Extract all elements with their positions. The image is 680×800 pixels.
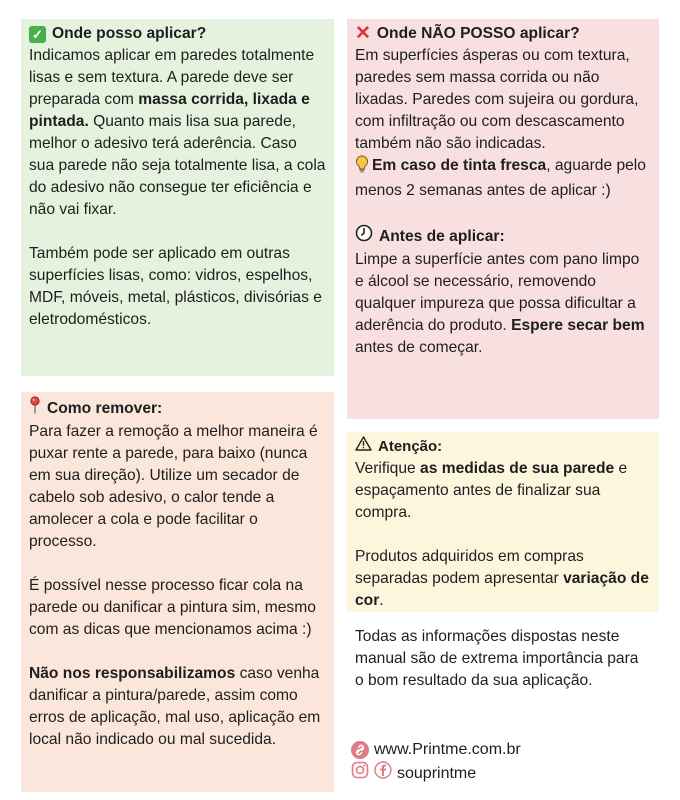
contact-block (351, 738, 651, 786)
remove-title-row (29, 396, 326, 421)
can-apply-title: Onde posso aplicar? (52, 25, 207, 42)
can-apply-text-a: Indicamos aplicar em paredes totalmente lisas e sem textura. A parede deve ser preparada com (29, 47, 315, 108)
cannot-apply-section (347, 19, 659, 419)
website-link[interactable]: www.Printme.com.br (374, 741, 521, 758)
before-apply-text-a: Limpe a superfície antes com pano limpo e álcool se necessário, removendo qualquer impureza que possa dificultar a aderência do produto. (355, 251, 640, 334)
attention-text-c: e espaçamento antes de finalizar sua compra. (355, 460, 628, 521)
warning-icon (355, 436, 372, 458)
disclaimer-paragraph (29, 663, 326, 751)
fresh-paint-paragraph (355, 155, 651, 202)
facebook-icon[interactable] (374, 761, 392, 786)
before-apply-title: Antes de aplicar: (379, 227, 505, 245)
color-variation-text-c: . (379, 592, 384, 609)
can-apply-emphasis: massa corrida, lixada e pintada. (29, 91, 310, 130)
before-apply-emphasis: Espere secar bem (511, 317, 645, 334)
attention-emphasis: as medidas de sua parede (420, 460, 615, 477)
cannot-apply-paragraph: Em superfícies ásperas ou com textura, paredes sem massa corrida ou não lixadas. Paredes com sujeira ou gordura, com infiltração ou com descascamento também não são indicadas. (355, 47, 639, 152)
cannot-apply-title: Onde NÃO POSSO aplicar? (376, 25, 580, 42)
pin-icon (29, 396, 41, 421)
attention-title: Atenção: (378, 438, 443, 455)
attention-section (347, 432, 659, 612)
cannot-apply-title-row (355, 23, 651, 45)
social-handle[interactable]: souprintme (397, 765, 477, 782)
website-row[interactable] (351, 738, 651, 761)
before-apply-paragraph (355, 249, 651, 359)
color-variation-emphasis: variação de cor (355, 570, 649, 609)
link-icon (351, 741, 369, 759)
check-icon: ✓ (29, 26, 46, 43)
remove-title: Como remover: (47, 399, 163, 417)
attention-text-a: Verifique (355, 460, 421, 477)
attention-title-row (355, 436, 651, 458)
clock-icon (355, 224, 373, 249)
can-apply-title-row (29, 23, 326, 45)
remove-paragraph: Para fazer a remoção a melhor maneira é puxar rente a parede, para baixo (nunca em sua direção). Utilize um secador de cabelo sob adesivo, o calor tende a amolecer a cola e pode facilitar o processo. (29, 423, 318, 550)
color-variation-text-a: Produtos adquiridos em compras separadas podem apresentar (355, 548, 584, 587)
remove-section (21, 392, 334, 792)
info-paragraph: Todas as informações dispostas neste manual são de extrema importância para o bom resultado da sua aplicação. (355, 628, 639, 689)
info-section (347, 622, 659, 722)
social-row[interactable] (351, 761, 651, 786)
can-apply-text-c: Quanto mais lisa sua parede, melhor o adesivo terá aderência. Caso sua parede não seja totalmente lisa, a cola do adesivo não consegue ter eficiência e não vai fixar. (29, 113, 326, 218)
lightbulb-icon (355, 155, 369, 180)
cross-icon: ✕ (355, 23, 371, 44)
disclaimer-text: caso venha danificar a pintura/parede, assim como erros de aplicação, mal uso, aplicação em local não indicado ou mal sucedida. (29, 665, 321, 748)
before-apply-title-row (355, 224, 651, 249)
attention-measure-paragraph (355, 458, 651, 524)
color-variation-paragraph (355, 546, 651, 612)
before-apply-text-c: antes de começar. (355, 339, 483, 356)
can-apply-paragraph (29, 45, 326, 221)
other-surfaces-paragraph: Também pode ser aplicado em outras superfícies lisas, como: vidros, espelhos, MDF, móveis, metal, plásticos, divisórias e eletrodomésticos. (29, 245, 322, 328)
fresh-paint-emphasis: Em caso de tinta fresca (372, 157, 547, 174)
remove-risk-paragraph: É possível nesse processo ficar cola na parede ou danificar a pintura sim, mesmo com as dicas que mencionamos acima :) (29, 577, 316, 638)
can-apply-section (21, 19, 334, 376)
disclaimer-emphasis: Não nos responsabilizamos (29, 665, 236, 682)
instagram-icon[interactable] (351, 761, 369, 786)
fresh-paint-text: , aguarde pelo menos 2 semanas antes de aplicar :) (355, 157, 646, 199)
